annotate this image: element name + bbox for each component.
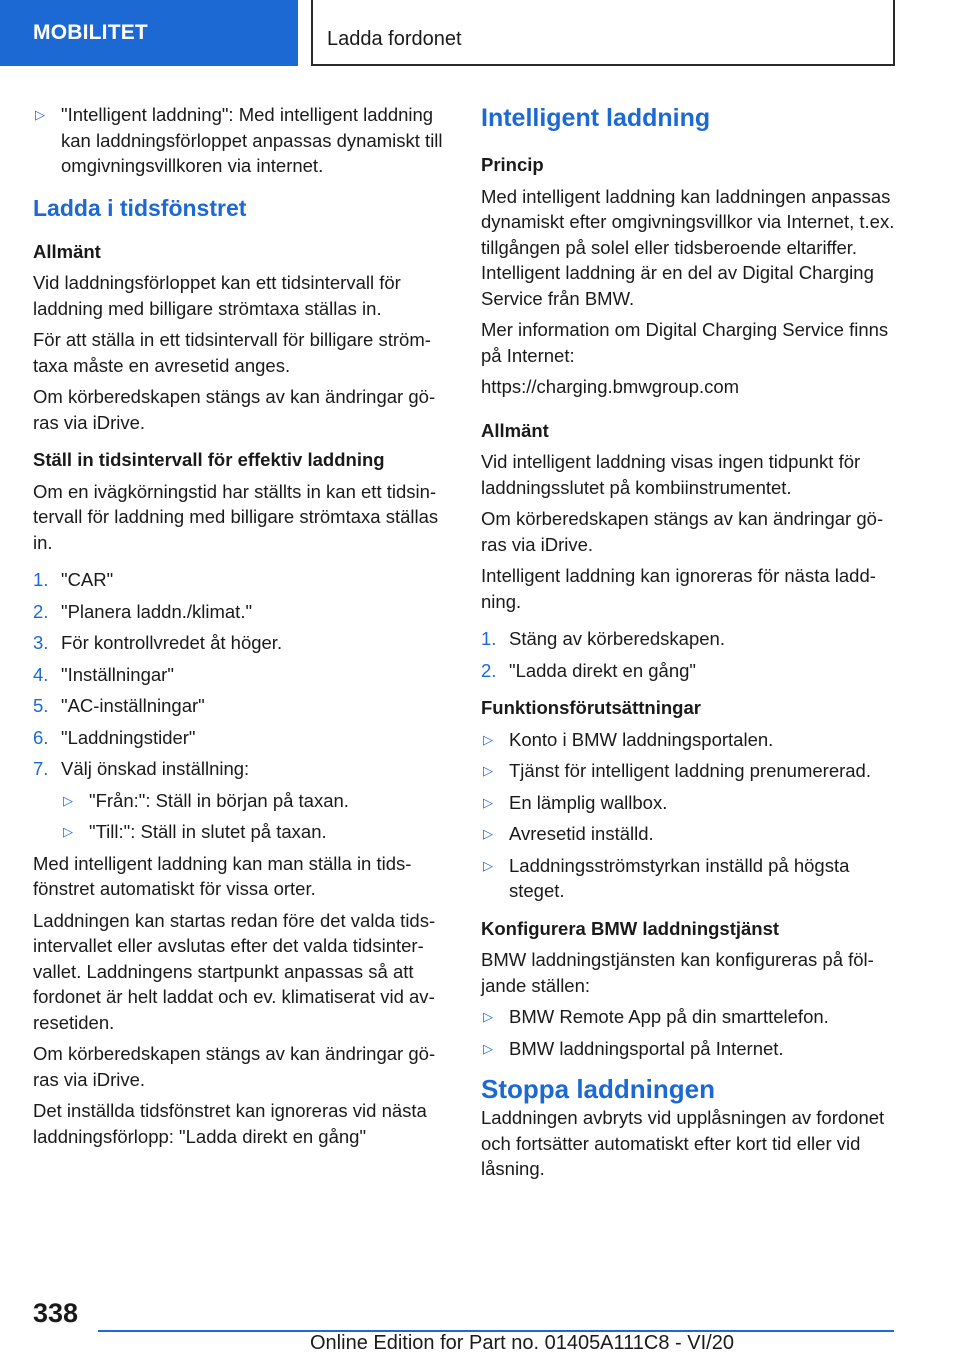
list-item: 1. "CAR" [33, 569, 114, 590]
triangle-bullet-icon: ▷ [483, 857, 493, 873]
left-column [33, 102, 451, 1155]
list-item: ▷ En lämplig wallbox. [481, 790, 899, 816]
paragraph: Vid laddningsförloppet kan ett tidsintervall för laddning med billigare strömtaxa ställas in. [33, 272, 401, 319]
page-number: 338 [33, 1298, 79, 1328]
requirements-list [481, 727, 899, 904]
config-list [481, 1004, 899, 1061]
subheading-allmant: Allmänt [33, 240, 101, 262]
list-item: 3. För kontrollvredet åt höger. [33, 632, 283, 653]
paragraph: BMW laddningstjänsten kan konfigureras på följande ställen: [481, 949, 874, 996]
heading-stoppa-laddningen: Stoppa laddningen [481, 1074, 715, 1104]
paragraph: Med intelligent laddning kan man ställa in tidsfönstret automatiskt för vissa orter. [33, 852, 412, 899]
paragraph: Intelligent laddning kan ignoreras för nästa laddning. [481, 565, 876, 612]
subheading-princip: Princip [481, 154, 544, 175]
list-item: 1. Stäng av körberedskapen. [481, 628, 725, 649]
triangle-bullet-icon: ▷ [63, 824, 73, 839]
steps-list [33, 567, 451, 782]
list-item: ▷ "Till:": Ställ in slutet på taxan. [61, 819, 451, 845]
url-text: https://charging.bmwgroup.com [481, 376, 740, 397]
paragraph: Mer information om Digital Charging Service finns på Internet: [481, 319, 889, 366]
triangle-bullet-icon: ▷ [483, 763, 493, 778]
steps-list [481, 626, 899, 683]
heading-ladda-i-tidsfonstret: Ladda i tidsfönstret [33, 194, 247, 221]
list-item: 6. "Laddningstider" [33, 726, 196, 748]
list-item: ▷ Konto i BMW laddningsportalen. [481, 727, 899, 753]
list-item: 2. "Ladda direkt en gång" [481, 659, 696, 681]
triangle-bullet-icon: ▷ [483, 794, 493, 810]
triangle-bullet-icon: ▷ [35, 107, 45, 122]
chapter-title-box [311, 0, 895, 66]
paragraph: Om körberedskapen stängs av kan ändringar göras via iDrive. [33, 1043, 436, 1090]
subheading-konfigurera: Konfigurera BMW laddningstjänst [481, 917, 780, 939]
section-tab: MOBILITET [0, 0, 298, 66]
chapter-title: Ladda fordonet [327, 28, 462, 50]
intro-bullets [33, 102, 451, 179]
paragraph: Om körberedskapen stängs av kan ändringar göras via iDrive. [481, 508, 884, 555]
list-item: ▷ "Från:": Ställ in början på taxan. [61, 788, 451, 814]
page-header [0, 0, 960, 66]
paragraph: Om en ivägkörningstid har ställts in kan ett tidsintervall för laddning med billigare strömtaxa ställas in. [33, 480, 439, 553]
list-item: ▷ "Intelligent laddning": Med intelligent laddning kan laddningsförloppet anpassas dynamiskt till omgivningsvillkoren via internet. [35, 104, 443, 176]
list-item: ▷ BMW laddningsportal på Internet. [481, 1036, 899, 1062]
paragraph: Om körberedskapen stängs av kan ändringar göras via iDrive. [33, 386, 436, 433]
triangle-bullet-icon: ▷ [483, 731, 493, 747]
triangle-bullet-icon: ▷ [63, 792, 73, 808]
list-item: 2. "Planera laddn./klimat." [33, 600, 253, 622]
list-item: ▷ Avresetid inställd. [481, 821, 899, 847]
list-item: 4. "Inställningar" [33, 663, 174, 685]
paragraph: Laddningen avbryts vid upplåsningen av fordonet och fortsätter automatiskt efter kort tid eller vid låsning. [481, 1107, 885, 1179]
list-item: ▷ Tjänst för intelligent laddning prenumererad. [481, 758, 899, 784]
paragraph: Det inställda tidsfönstret kan ignoreras vid nästa laddningsförlopp: "Ladda direkt en gång" [33, 1100, 427, 1147]
paragraph: Med intelligent laddning kan laddningen anpassas dynamiskt efter omgivningsvillkor via Internet, t.ex. tillgången på solel eller tidsberoende eltariffer. Intelligent laddning är en del av Digital Charging Service från BMW. [481, 185, 895, 309]
triangle-bullet-icon: ▷ [483, 826, 493, 841]
paragraph: Laddningen kan startas redan före det valda tidsintervallet eller avslutas efter det valda tidsintervallet. Laddningens startpunkt anpassas så att fordonet är helt laddat och ev. klimatiserat vid avresetiden. [33, 909, 436, 1033]
sub-bullets [33, 788, 451, 845]
paragraph: För att ställa in ett tidsintervall för billigare strömtaxa måste en avresetid anges. [33, 329, 431, 376]
list-item: ▷ Laddningsströmstyrkan inställd på högsta steget. [483, 854, 850, 901]
subheading-funktionsforutsattningar: Funktionsförutsättningar [481, 697, 701, 718]
triangle-bullet-icon: ▷ [483, 1009, 493, 1024]
triangle-bullet-icon: ▷ [483, 1040, 493, 1056]
paragraph: Vid intelligent laddning visas ingen tidpunkt för laddningsslutet på kombiinstrumentet. [481, 451, 861, 498]
subheading-stall-in: Ställ in tidsintervall för effektiv laddning [33, 449, 385, 470]
right-column [481, 102, 899, 1188]
list-item: 7. Välj önskad inställning: [33, 758, 250, 779]
heading-intelligent-laddning: Intelligent laddning [481, 104, 711, 132]
list-item: 5. "AC-inställningar" [33, 695, 205, 716]
subheading-allmant: Allmänt [481, 419, 549, 441]
list-item: ▷ BMW Remote App på din smarttelefon. [481, 1004, 899, 1030]
edition-text: Online Edition for Part no. 01405A111C8 - VI/20 [310, 1332, 734, 1354]
